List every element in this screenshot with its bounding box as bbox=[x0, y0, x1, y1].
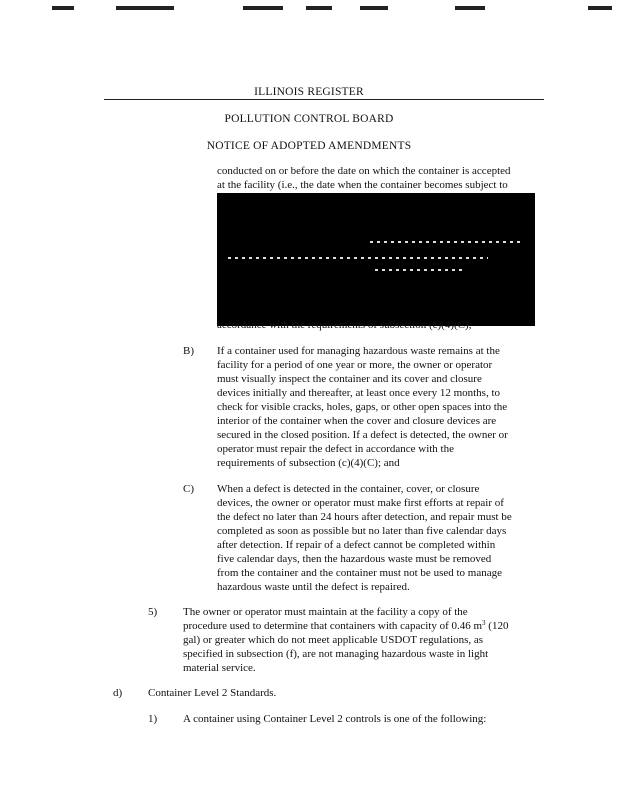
item-b-text bbox=[217, 344, 542, 470]
item-c-line: after detection. If repair of a defect cannot be completed within bbox=[217, 539, 496, 551]
item-5-line-part: (120 bbox=[485, 620, 509, 632]
item-5-line: material service. bbox=[183, 662, 256, 674]
item-b-line: interior of the container when the cover and closure devices are bbox=[217, 415, 497, 427]
item-c-line: from the container and the container must not be used to manage bbox=[217, 567, 502, 579]
item-b-label: B) bbox=[183, 345, 194, 357]
item-b-line: must visually inspect the container and its cover and closure bbox=[217, 373, 482, 385]
redaction-noise bbox=[375, 269, 465, 271]
fragment-line: accordance with the requirements of subsection (c)(4)(C); bbox=[217, 319, 472, 331]
notice-title: NOTICE OF ADOPTED AMENDMENTS bbox=[206, 140, 412, 152]
item-c-label: C) bbox=[183, 483, 194, 495]
item-5-line: gal) or greater which do not meet applicable USDOT regulations, as bbox=[183, 634, 484, 646]
scan-artifact bbox=[306, 6, 332, 10]
redaction-block bbox=[217, 193, 535, 326]
fragment-line: conducted on or before the date on which the container is accepted bbox=[217, 165, 511, 177]
item-5-line: specified in subsection (f), are not managing hazardous waste in light bbox=[183, 648, 489, 660]
top-fragment bbox=[217, 164, 542, 192]
fragment-tail bbox=[217, 318, 542, 332]
item-b-line: requirements of subsection (c)(4)(C); and bbox=[217, 457, 400, 469]
item-d-label: d) bbox=[113, 687, 123, 699]
header-rule bbox=[104, 99, 544, 100]
item-5-line: The owner or operator must maintain at the facility a copy of the bbox=[183, 606, 468, 618]
item-b-line: operator must repair the defect in accordance with the bbox=[217, 443, 454, 455]
item-c-line: When a defect is detected in the container, cover, or closure bbox=[217, 483, 480, 495]
item-c-line: hazardous waste until the defect is repaired. bbox=[217, 581, 410, 593]
scan-artifact bbox=[588, 6, 612, 10]
item-5-text bbox=[183, 605, 543, 675]
board-title: POLLUTION CONTROL BOARD bbox=[224, 113, 394, 125]
scan-artifact bbox=[455, 6, 485, 10]
scan-artifact bbox=[52, 6, 74, 10]
item-c-line: devices, the owner or operator must make first efforts at repair of bbox=[217, 497, 504, 509]
scan-artifact bbox=[116, 6, 174, 10]
fragment-line: at the facility (i.e., the date when the container becomes subject to bbox=[217, 179, 508, 191]
item-1-label: 1) bbox=[148, 713, 158, 725]
item-c-line: five calendar days, then the hazardous waste must be removed bbox=[217, 553, 492, 565]
item-5-line bbox=[183, 619, 543, 633]
item-b-line: check for visible cracks, holes, gaps, or other open spaces into the bbox=[217, 401, 508, 413]
item-5-line-part: procedure used to determine that containers with capacity of 0.46 m bbox=[183, 620, 483, 632]
scan-artifact bbox=[243, 6, 283, 10]
item-1-text: A container using Container Level 2 controls is one of the following: bbox=[183, 713, 487, 725]
item-b-line: devices initially and thereafter, at least once every 12 months, to bbox=[217, 387, 501, 399]
redaction-noise bbox=[228, 257, 488, 259]
scan-artifact bbox=[360, 6, 388, 10]
item-c-text bbox=[217, 482, 542, 594]
register-title: ILLINOIS REGISTER bbox=[254, 86, 364, 98]
item-c-line: the defect no later than 24 hours after detection, and repair must be bbox=[217, 511, 512, 523]
item-d-text: Container Level 2 Standards. bbox=[148, 687, 277, 699]
item-5-label: 5) bbox=[148, 606, 158, 618]
superscript: 3 bbox=[482, 619, 486, 627]
item-b-line: secured in the closed position. If a defect is detected, the owner or bbox=[217, 429, 508, 441]
item-c-line: completed as soon as possible but no later than five calendar days bbox=[217, 525, 507, 537]
redaction-noise bbox=[370, 241, 520, 243]
item-b-line: facility for a period of one year or more, the owner or operator bbox=[217, 359, 493, 371]
item-b-line: If a container used for managing hazardous waste remains at the bbox=[217, 345, 500, 357]
